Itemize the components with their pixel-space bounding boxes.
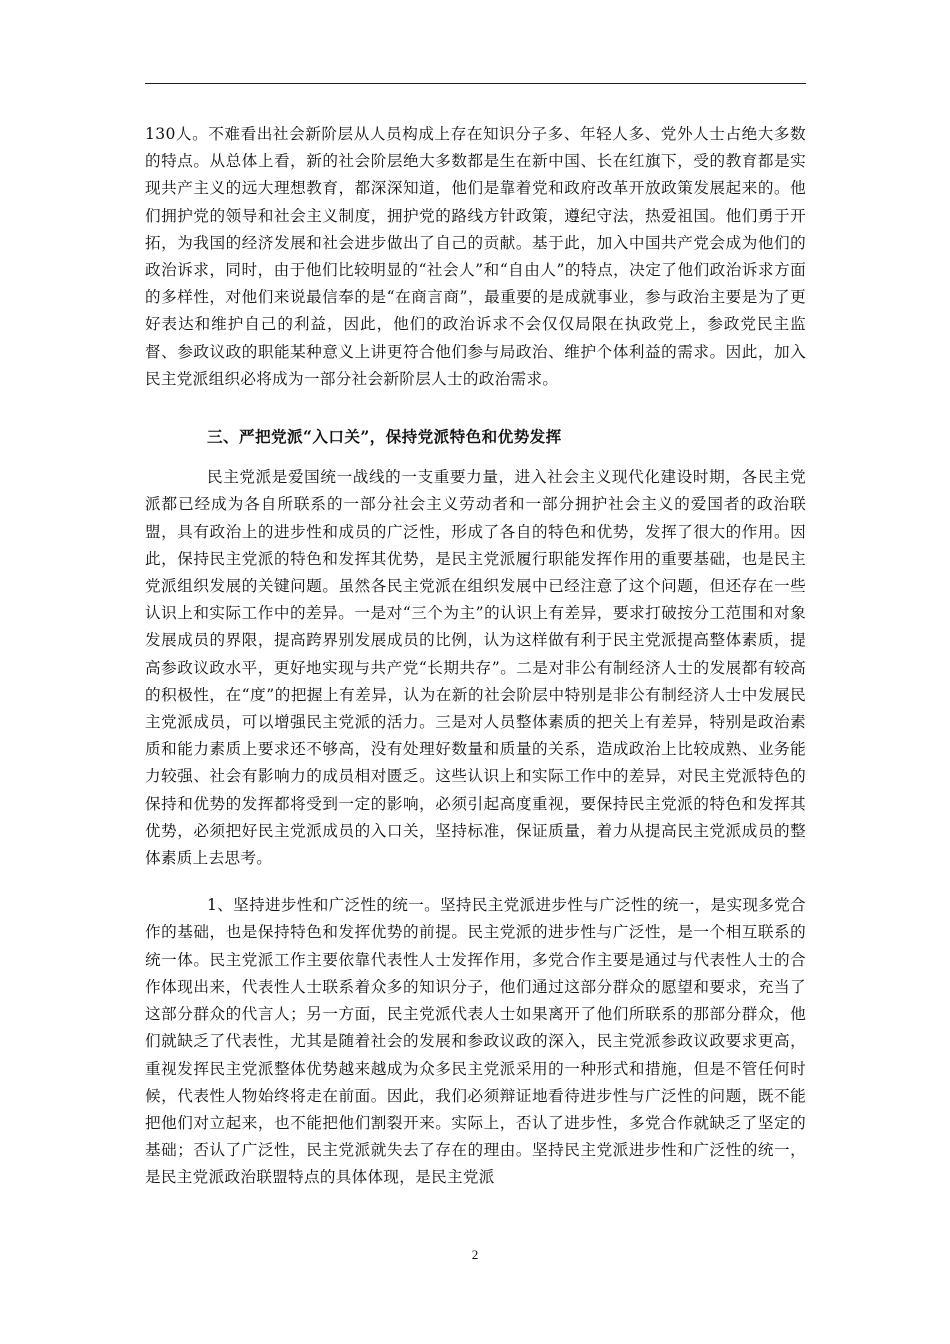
paragraph-gap: [145, 872, 806, 892]
paragraph-point-1: 1、坚持进步性和广泛性的统一。坚持民主党派进步性与广泛性的统一，是实现多党合作的基础，也是保持特色和发挥优势的前提。民主党派的进步性与广泛性，是一个相互联系的统一体。民主党派工作主要依靠代表性人士发挥作用，多党合作主要是通过与代表性人士的合作体现出来，代表性人士联系着众多的知识分子，他们通过这部分群众的愿望和要求，充当了这部分群众的代言人；另一方面，民主党派代表人士如果离开了他们所联系的那部分群众，他们就缺乏了代表性，尤其是随着社会的发展和参政议政的深入，民主党派参政议政要求更高，重视发挥民主党派整体优势越来越成为众多民主党派采用的一种形式和措施，但是不管任何时候，代表性人物始终将走在前面。因此，我们必须辩证地看待进步性与广泛性的问题，既不能把他们对立起来，也不能把他们割裂开来。实际上，否认了进步性，多党合作就缺乏了坚定的基础；否认了广泛性，民主党派就失去了存在的理由。坚持民主党派进步性和广泛性的统一，是民主党派政治联盟特点的具体体现，是民主党派: [145, 896, 806, 1187]
section-heading: 三、严把党派“入口关”，保持党派特色和优势发挥: [207, 427, 562, 447]
document-body: [145, 121, 806, 1192]
paragraph-continuation: 130人。不难看出社会新阶层从人员构成上存在知识分子多、年轻人多、党外人士占绝大多数的特点。从总体上看，新的社会阶层绝大多数都是生在新中国、长在红旗下，受的教育都是实现共产主义的远大理想教育，都深深知道，他们是靠着党和政府改革开放政策发展起来的。他们拥护党的领导和社会主义制度，拥护党的路线方针政策，遵纪守法，热爱祖国。他们勇于开拓，为我国的经济发展和社会进步做出了自己的贡献。基于此，加入中国共产党会成为他们的政治诉求，同时，由于他们比较明显的“社会人”和“自由人”的特点，决定了他们政治诉求方面的多样性，对他们来说最信奉的是“在商言商”，最重要的是成就事业，参与政治主要是为了更好表达和维护自己的利益，因此，他们的政治诉求不会仅仅局限在执政党上，参政党民主监督、参政议政的职能某种意义上讲更符合他们参与局政治、维护个体利益的需求。因此，加入民主党派组织必将成为一部分社会新阶层人士的政治需求。: [145, 125, 806, 388]
header-rule: [145, 83, 806, 84]
paragraph-section-intro: 民主党派是爱国统一战线的一支重要力量，进入社会主义现代化建设时期，各民主党派都已经成为各自所联系的一部分社会主义劳动者和一部分拥护社会主义的爱国者的政治联盟，具有政治上的进步性和成员的广泛性，形成了各自的特色和优势，发挥了很大的作用。因此，保持民主党派的特色和发挥其优势，是民主党派履行职能发挥作用的重要基础，也是民主党派组织发展的关键问题。虽然各民主党派在组织发展中已经注意了这个问题，但还存在一些认识上和实际工作中的差异。一是对“三个为主”的认识上有差异，要求打破按分工范围和对象发展成员的界限，提高跨界别发展成员的比例，认为这样做有利于民主党派提高整体素质，提高参政议政水平，更好地实现与共产党“长期共存”。二是对非公有制经济人士的发展都有较高的积极性，在“度”的把握上有差异，认为在新的社会阶层中特别是非公有制经济人士中发展民主党派成员，可以增强民主党派的活力。三是对人员整体素质的把关上有差异，特别是政治素质和能力素质上要求还不够高，没有处理好数量和质量的关系，造成政治上比较成熟、业务能力较强、社会有影响力的成员相对匮乏。这些认识上和实际工作中的差异，对民主党派特色的保持和优势的发挥都将受到一定的影响，必须引起高度重视，要保持民主党派的特色和发挥其优势，必须把好民主党派成员的入口关，坚持标准，保证质量，着力从提高民主党派成员的整体素质上去思考。: [145, 468, 806, 868]
page-number: 2: [471, 1247, 479, 1262]
